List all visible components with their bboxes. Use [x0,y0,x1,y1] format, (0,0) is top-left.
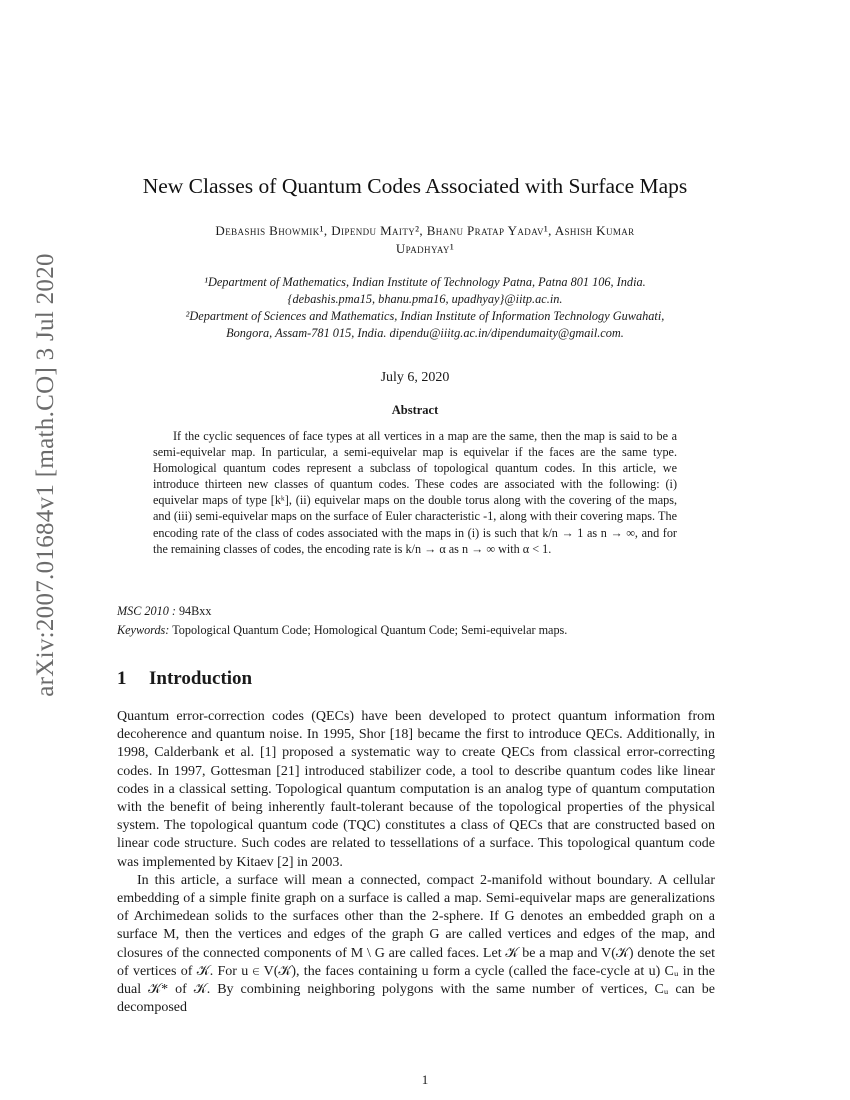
msc-label: MSC 2010 : [117,604,176,618]
abstract-heading: Abstract [391,403,439,417]
abstract-text [153,428,677,557]
paper-date: July 6, 2020 [380,370,450,385]
page-number: 1 [421,1072,429,1087]
intro-paragraph-2: In this article, a surface will mean a connected, compact 2-manifold without boundary. A cellular embedding of a simple finite graph on a surface is called a map. Semi-equivelar maps are generalizations of Archimedean solids to the surfaces other than the 2-sphere. If G denotes an embedded graph on a surface M, then the vertices and edges of the graph G are called vertices and edges of the map, and closures of the connected components of M \ G are called faces. Let 𝒦 be a map and V(𝒦) denote the set of vertices of 𝒦. For u ∈ V(𝒦), the faces containing u form a cycle (called the face-cycle at u) Cᵤ in the dual 𝒦* of 𝒦. By combining neighboring polygons with the same number of vertices, Cᵤ can be decomposed [117,872,715,1016]
affiliation-1-line-1: ¹Department of Mathematics, Indian Institute of Technology Patna, Patna 801 106, India. [204,275,646,289]
section-number: 1 [117,668,127,689]
authors-line-1: Debashis Bhowmik¹, Dipendu Maity², Bhanu Pratap Yadav¹, Ashish Kumar [215,223,635,238]
author-list [140,222,710,258]
abstract-paragraph: If the cyclic sequences of face types at all vertices in a map are the same, then the map is said to be a semi-equivelar map. In particular, a semi-equivelar map is equivelar if the faces are the same type. Homological quantum codes represent a subclass of topological quantum codes. In this article, we introduce thirteen new classes of quantum codes. These codes are associated with the following: (i) equivelar maps of type [kᵏ], (ii) equivelar maps on the double torus along with the covering of the maps, and (iii) semi-equivelar maps on the surface of Euler characteristic -1, along with their covering maps. The encoding rate of the class of codes associated with the maps in (i) is such that k/n → 1 as n → ∞, and for the remaining classes of codes, the encoding rate is k/n → α as n → ∞ with α < 1. [153,429,677,556]
affiliation-2-line-2: Bongora, Assam-781 015, India. dipendu@iiitg.ac.in/dipendumaity@gmail.com. [226,326,624,340]
affiliations [110,274,740,342]
keywords-value: Topological Quantum Code; Homological Quantum Code; Semi-equivelar maps. [172,623,568,637]
authors-line-2: Upadhyay¹ [395,241,455,256]
affiliation-1-line-2: {debashis.pma15, bhanu.pma16, upadhyay}@iitp.ac.in. [287,292,563,306]
msc-value: 94Bxx [178,604,212,618]
keywords [117,623,717,638]
introduction-body [117,708,715,1017]
section-title: Introduction [149,668,253,689]
arxiv-identifier: arXiv:2007.01684v1 [math.CO] 3 Jul 2020 [32,253,60,697]
keywords-label: Keywords: [117,623,170,637]
affiliation-2-line-1: ²Department of Sciences and Mathematics, Indian Institute of Information Technology Guwahati, [185,309,665,323]
section-heading [117,668,252,690]
arxiv-side-stamp [16,253,76,697]
paper-title: New Classes of Quantum Codes Associated with Surface Maps [142,174,688,198]
intro-paragraph-1: Quantum error-correction codes (QECs) have been developed to protect quantum information from decoherence and quantum noise. In 1995, Shor [18] became the first to introduce QECs. Additionally, in 1998, Calderbank et al. [1] proposed a systematic way to create QECs from classical error-correcting codes. In 1997, Gottesman [21] introduced stabilizer code, a tool to describe quantum codes like linear codes in a classical setting. Topological quantum computation is an analog type of quantum computation with the benefit of being inherently fault-tolerant because of the topological properties of the physical system. The topological quantum code (TQC) constitutes a class of QECs that are constructed based on linear code structure. Such codes are related to tessellations of a surface. This topological quantum code was implemented by Kitaev [2] in 2003. [117,709,715,870]
msc-classification [117,604,717,619]
